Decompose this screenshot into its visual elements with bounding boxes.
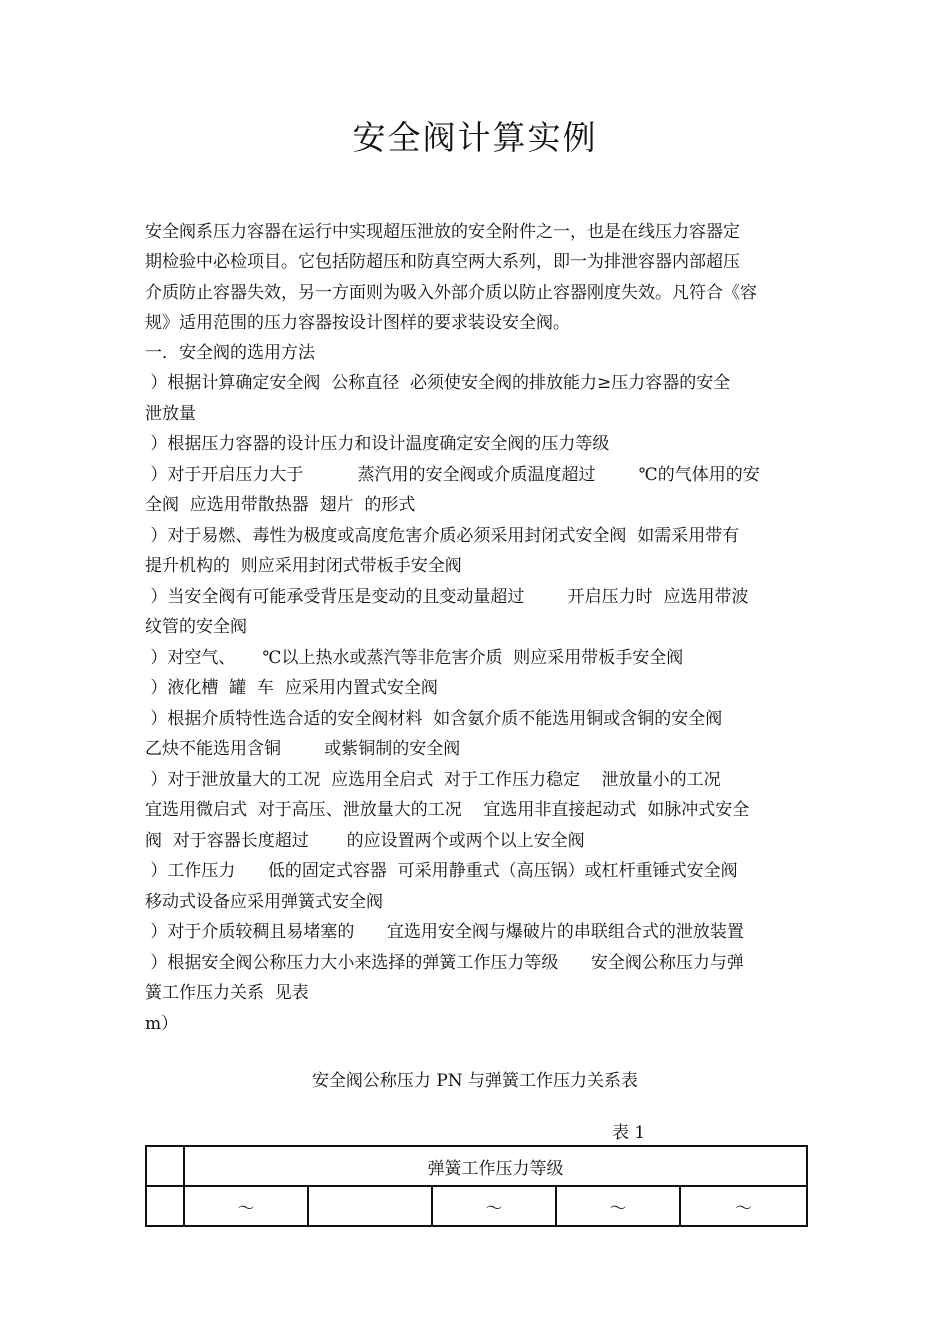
- body-line: 泄放量: [145, 404, 196, 424]
- body-line: 移动式设备应采用弹簧式安全阀: [145, 892, 383, 912]
- body-line: ）根据安全阀公称压力大小来选择的弹簧工作压力等级 安全阀公称压力与弹: [145, 953, 744, 973]
- body-line: 一．安全阀的选用方法: [145, 343, 315, 363]
- body-line: m）: [145, 1014, 179, 1034]
- body-line: ）当安全阀有可能承受背压是变动的且变动量超过 开启压力时 应选用带波: [145, 587, 749, 607]
- body-line: 纹管的安全阀: [145, 617, 247, 637]
- body-line: ）对于开启压力大于 蒸汽用的安全阀或介质温度超过 ℃的气体用的安: [145, 465, 760, 485]
- table-cell: [146, 1186, 184, 1226]
- document-title: 安全阀计算实例: [352, 118, 598, 157]
- table-row: [146, 1186, 807, 1226]
- body-line: 规》适用范围的压力容器按设计图样的要求装设安全阀。: [145, 313, 570, 333]
- pressure-relation-table: [145, 1145, 808, 1227]
- table-header-cell: 弹簧工作压力等级: [184, 1146, 807, 1186]
- body-line: 提升机构的 则应采用封闭式带板手安全阀: [145, 556, 462, 576]
- body-line: ）工作压力 低的固定式容器 可采用静重式（高压锅）或杠杆重锤式安全阀: [145, 861, 738, 881]
- body-line: 乙炔不能选用含铜 或紫铜制的安全阀: [145, 739, 461, 759]
- body-line: 介质防止容器失效，另一方面则为吸入外部介质以防止容器刚度失效。凡符合《容: [145, 283, 757, 303]
- body-line: ）对于介质较稠且易堵塞的 宜选用安全阀与爆破片的串联组合式的泄放装置: [145, 922, 744, 942]
- body-line: ）根据计算确定安全阀 公称直径 必须使安全阀的排放能力≥压力容器的安全: [145, 373, 731, 393]
- body-line: 期检验中必检项目。它包括防超压和防真空两大系列，即一为排泄容器内部超压: [145, 252, 740, 272]
- body-line: 全阀 应选用带散热器 翅片 的形式: [145, 495, 416, 515]
- table-cell: [308, 1186, 432, 1226]
- body-line: ）根据介质特性选合适的安全阀材料 如含氨介质不能选用铜或含铜的安全阀: [145, 709, 723, 729]
- body-line: ）液化槽 罐 车 应采用内置式安全阀: [145, 678, 438, 698]
- body-line: ）对于泄放量大的工况 应选用全启式 对于工作压力稳定 泄放量小的工况: [145, 770, 721, 790]
- table-cell: [146, 1146, 184, 1186]
- table-caption: 安全阀公称压力 PN 与弹簧工作压力关系表: [311, 1071, 639, 1091]
- table-cell: ～: [556, 1186, 680, 1226]
- table-number: 表 1: [612, 1123, 646, 1143]
- body-line: ）根据压力容器的设计压力和设计温度确定安全阀的压力等级: [145, 434, 610, 454]
- table-row: [146, 1146, 807, 1186]
- body-line: 阀 对于容器长度超过 的应设置两个或两个以上安全阀: [145, 831, 585, 851]
- table-cell: ～: [184, 1186, 308, 1226]
- table-cell: ～: [680, 1186, 807, 1226]
- body-line: ）对于易燃、毒性为极度或高度危害介质必须采用封闭式安全阀 如需采用带有: [145, 526, 740, 546]
- body-line: 安全阀系压力容器在运行中实现超压泄放的安全附件之一，也是在线压力容器定: [145, 222, 740, 242]
- body-line: ）对空气、 ℃以上热水或蒸汽等非危害介质 则应采用带板手安全阀: [145, 648, 684, 668]
- body-line: 簧工作压力关系 见表: [145, 983, 309, 1003]
- table-cell: ～: [432, 1186, 556, 1226]
- body-line: 宜选用微启式 对于高压、泄放量大的工况 宜选用非直接起动式 如脉冲式安全: [145, 800, 750, 820]
